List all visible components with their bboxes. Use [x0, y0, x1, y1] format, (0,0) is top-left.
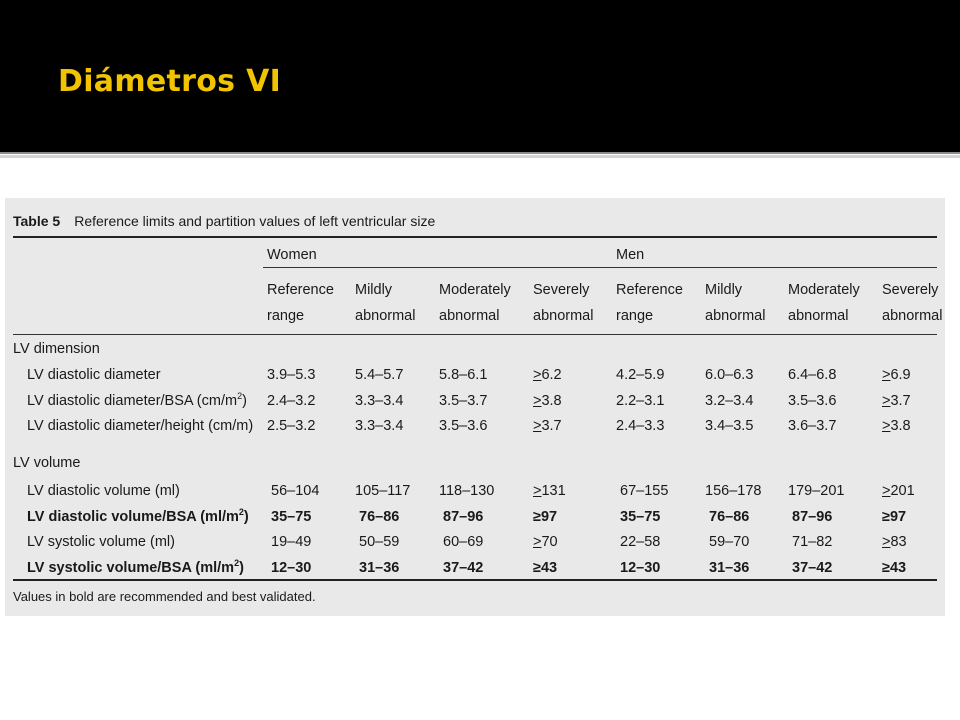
column-header: [705, 277, 765, 329]
column-header-line: abnormal: [439, 308, 500, 324]
table-footnote: Values in bold are recommended and best validated.: [13, 589, 316, 604]
table-cell: ≥97: [533, 508, 558, 525]
reference-table: [5, 198, 945, 616]
table-cell: 3.3–3.4: [355, 392, 404, 409]
column-header-line: Reference: [267, 282, 334, 298]
column-header-line: abnormal: [533, 308, 594, 324]
title-divider-shadow: [0, 155, 960, 158]
column-header-line: Reference: [616, 282, 683, 298]
section-heading: LV dimension: [13, 341, 100, 357]
column-header-line: abnormal: [355, 308, 416, 324]
table-cell: ≥43: [882, 559, 907, 576]
table-cell: ≥43: [533, 559, 558, 576]
table-rule: [612, 267, 937, 268]
table-cell: >201: [882, 483, 915, 499]
section-heading: LV volume: [13, 455, 81, 471]
column-header-line: Mildly: [355, 282, 393, 298]
table-cell: >131: [533, 483, 566, 499]
row-label: LV systolic volume (ml): [27, 534, 175, 550]
table-cell: 3.3–3.4: [355, 418, 404, 434]
table-cell: 6.0–6.3: [705, 367, 754, 383]
table-cell: 4.2–5.9: [616, 367, 665, 383]
column-header-line: Severely: [533, 282, 590, 298]
row-label: LV diastolic volume/BSA $(ml/m^2)$: [27, 506, 249, 525]
table-cell: >6.2: [533, 367, 562, 383]
table-cell: >70: [533, 534, 558, 550]
table-cell: 22–58: [620, 534, 661, 550]
column-header-line: abnormal: [788, 308, 849, 324]
table-cell: 71–82: [792, 534, 833, 550]
table-label: Table 5: [13, 213, 61, 229]
table-cell: 37–42: [443, 559, 484, 576]
table-cell: >3.8: [533, 392, 562, 409]
row-label: LV diastolic diameter/height (cm/m): [27, 418, 254, 434]
table-cell: 35–75: [620, 508, 661, 525]
table-cell: 12–30: [620, 559, 661, 576]
slide-title: Diámetros VI: [58, 64, 282, 99]
table-cell: >3.8: [882, 418, 911, 434]
column-header-line: abnormal: [882, 308, 943, 324]
column-header: [533, 277, 593, 329]
column-header-line: Moderately: [788, 282, 860, 298]
table-cell: 35–75: [271, 508, 312, 525]
table-cell: 3.2–3.4: [705, 392, 754, 409]
table-cell: 3.9–5.3: [267, 367, 316, 383]
column-header-line: Moderately: [439, 282, 511, 298]
table-cell: 2.4–3.3: [616, 418, 665, 434]
column-header: [267, 277, 334, 329]
table-cell: 2.4–3.2: [267, 392, 316, 409]
table-cell: 31–36: [709, 559, 750, 576]
table-cell: ≥97: [882, 508, 907, 525]
table-rule: [13, 334, 937, 335]
column-header: [439, 277, 511, 329]
table-caption: [13, 213, 435, 229]
table-cell: >6.9: [882, 367, 911, 383]
table-cell: 76–86: [709, 508, 750, 525]
table-cell: 3.6–3.7: [788, 418, 837, 434]
table-caption-text: Reference limits and partition values of left ventricular size: [74, 213, 436, 229]
table-cell: >3.7: [533, 418, 562, 434]
table-cell: 2.2–3.1: [616, 392, 665, 409]
title-divider: [0, 152, 960, 154]
table-cell: 5.8–6.1: [439, 367, 488, 383]
column-header: [882, 277, 942, 329]
table-cell: 3.5–3.7: [439, 392, 488, 409]
table-cell: >83: [882, 534, 907, 550]
column-header-line: Mildly: [705, 282, 743, 298]
row-label: LV systolic volume/BSA $(ml/m^2)$: [27, 557, 244, 576]
table-rule: [263, 267, 617, 268]
table-cell: 179–201: [788, 483, 845, 499]
table-cell: 3.4–3.5: [705, 418, 754, 434]
table-cell: 12–30: [271, 559, 312, 576]
group-header-women: Women: [267, 247, 317, 263]
column-header-line: Severely: [882, 282, 939, 298]
table-cell: 56–104: [271, 483, 320, 499]
title-bar: [0, 0, 960, 152]
table-cell: 87–96: [443, 508, 484, 525]
table-cell: 50–59: [359, 534, 400, 550]
table-cell: 5.4–5.7: [355, 367, 404, 383]
table-cell: 31–36: [359, 559, 400, 576]
column-header: [616, 277, 683, 329]
table-cell: 3.5–3.6: [788, 392, 837, 409]
table-cell: 76–86: [359, 508, 400, 525]
column-header: [788, 277, 860, 329]
table-cell: 37–42: [792, 559, 833, 576]
table-cell: 60–69: [443, 534, 484, 550]
column-header-line: range: [267, 308, 305, 324]
table-cell: 19–49: [271, 534, 312, 550]
table-cell: 87–96: [792, 508, 833, 525]
row-label: LV diastolic volume (ml): [27, 483, 180, 499]
table-cell: >3.7: [882, 392, 911, 409]
column-header: [355, 277, 415, 329]
table-cell: 156–178: [705, 483, 762, 499]
table-cell: 2.5–3.2: [267, 418, 316, 434]
table-cell: 105–117: [355, 483, 411, 499]
table-cell: 59–70: [709, 534, 750, 550]
column-header-line: abnormal: [705, 308, 766, 324]
table-rule: [13, 579, 937, 581]
row-label: LV diastolic diameter: [27, 367, 161, 383]
column-header-line: range: [616, 308, 654, 324]
row-label: LV diastolic diameter/BSA $(cm/m^2)$: [27, 390, 247, 409]
table-cell: 6.4–6.8: [788, 367, 837, 383]
table-cell: 118–130: [439, 483, 495, 499]
table-cell: 67–155: [620, 483, 669, 499]
group-header-men: Men: [616, 247, 645, 263]
table-rule: [13, 236, 937, 238]
table-cell: 3.5–3.6: [439, 418, 488, 434]
